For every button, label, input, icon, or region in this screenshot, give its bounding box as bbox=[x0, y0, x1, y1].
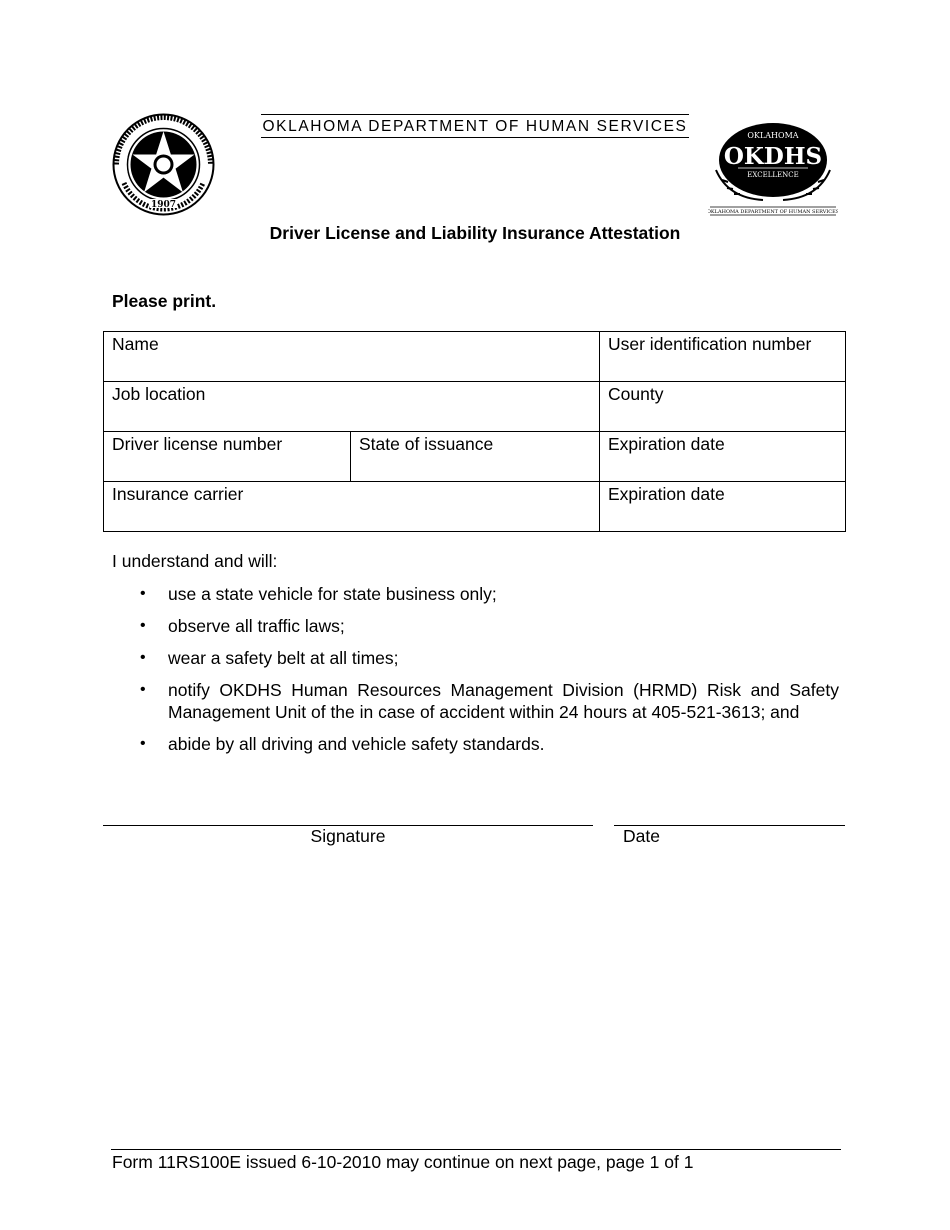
list-item: • abide by all driving and vehicle safety standards. bbox=[112, 733, 839, 755]
user-id-field[interactable] bbox=[600, 332, 846, 382]
department-name: OKLAHOMA DEPARTMENT OF HUMAN SERVICES bbox=[262, 118, 688, 135]
state-of-issuance-field[interactable] bbox=[351, 432, 600, 482]
instruction-text: Please print. bbox=[112, 291, 217, 311]
name-field[interactable] bbox=[104, 332, 600, 382]
job-location-label: Job location bbox=[112, 384, 206, 404]
list-item: • wear a safety belt at all times; bbox=[112, 647, 839, 669]
date-label: Date bbox=[623, 826, 660, 846]
license-expiration-field[interactable] bbox=[600, 432, 846, 482]
list-item: • use a state vehicle for state business only; bbox=[112, 583, 839, 605]
signature-label: Signature bbox=[310, 826, 386, 846]
list-item: • notify OKDHS Human Resources Management Division (HRMD) Risk and Safety Management Unit of the in case of accident within 24 hours at 405-521-3613; and bbox=[112, 679, 839, 723]
state-seal-logo bbox=[112, 113, 215, 216]
driver-license-number-label: Driver license number bbox=[112, 434, 283, 454]
okdhs-logo bbox=[708, 120, 838, 216]
name-label: Name bbox=[112, 334, 159, 354]
license-expiration-label: Expiration date bbox=[608, 434, 725, 454]
insurance-expiration-label: Expiration date bbox=[608, 484, 725, 504]
agreement-list bbox=[112, 583, 839, 765]
agreement-intro: I understand and will: bbox=[112, 551, 278, 571]
svg-text:OKLAHOMA DEPARTMENT OF HUMAN S: OKLAHOMA DEPARTMENT OF HUMAN SERVICES bbox=[708, 209, 838, 215]
county-field[interactable] bbox=[600, 382, 846, 432]
insurance-carrier-field[interactable] bbox=[104, 482, 600, 532]
attestation-form-table bbox=[103, 331, 846, 532]
svg-text:EXCELLENCE: EXCELLENCE bbox=[747, 171, 799, 179]
insurance-carrier-label: Insurance carrier bbox=[112, 484, 244, 504]
driver-license-number-field[interactable] bbox=[104, 432, 351, 482]
job-location-field[interactable] bbox=[104, 382, 600, 432]
form-title: Driver License and Liability Insurance Attestation bbox=[269, 223, 681, 243]
svg-text:1907: 1907 bbox=[150, 200, 177, 210]
state-of-issuance-label: State of issuance bbox=[359, 434, 494, 454]
list-item: • observe all traffic laws; bbox=[112, 615, 839, 637]
svg-text:OKLAHOMA: OKLAHOMA bbox=[747, 131, 799, 140]
county-label: County bbox=[608, 384, 664, 404]
user-id-label: User identification number bbox=[608, 334, 812, 354]
footer-divider bbox=[111, 1149, 841, 1150]
form-footer: Form 11RS100E issued 6-10-2010 may continue on next page, page 1 of 1 bbox=[112, 1152, 694, 1172]
insurance-expiration-field[interactable] bbox=[600, 482, 846, 532]
department-banner bbox=[261, 114, 689, 138]
svg-text:OKDHS: OKDHS bbox=[723, 143, 823, 170]
